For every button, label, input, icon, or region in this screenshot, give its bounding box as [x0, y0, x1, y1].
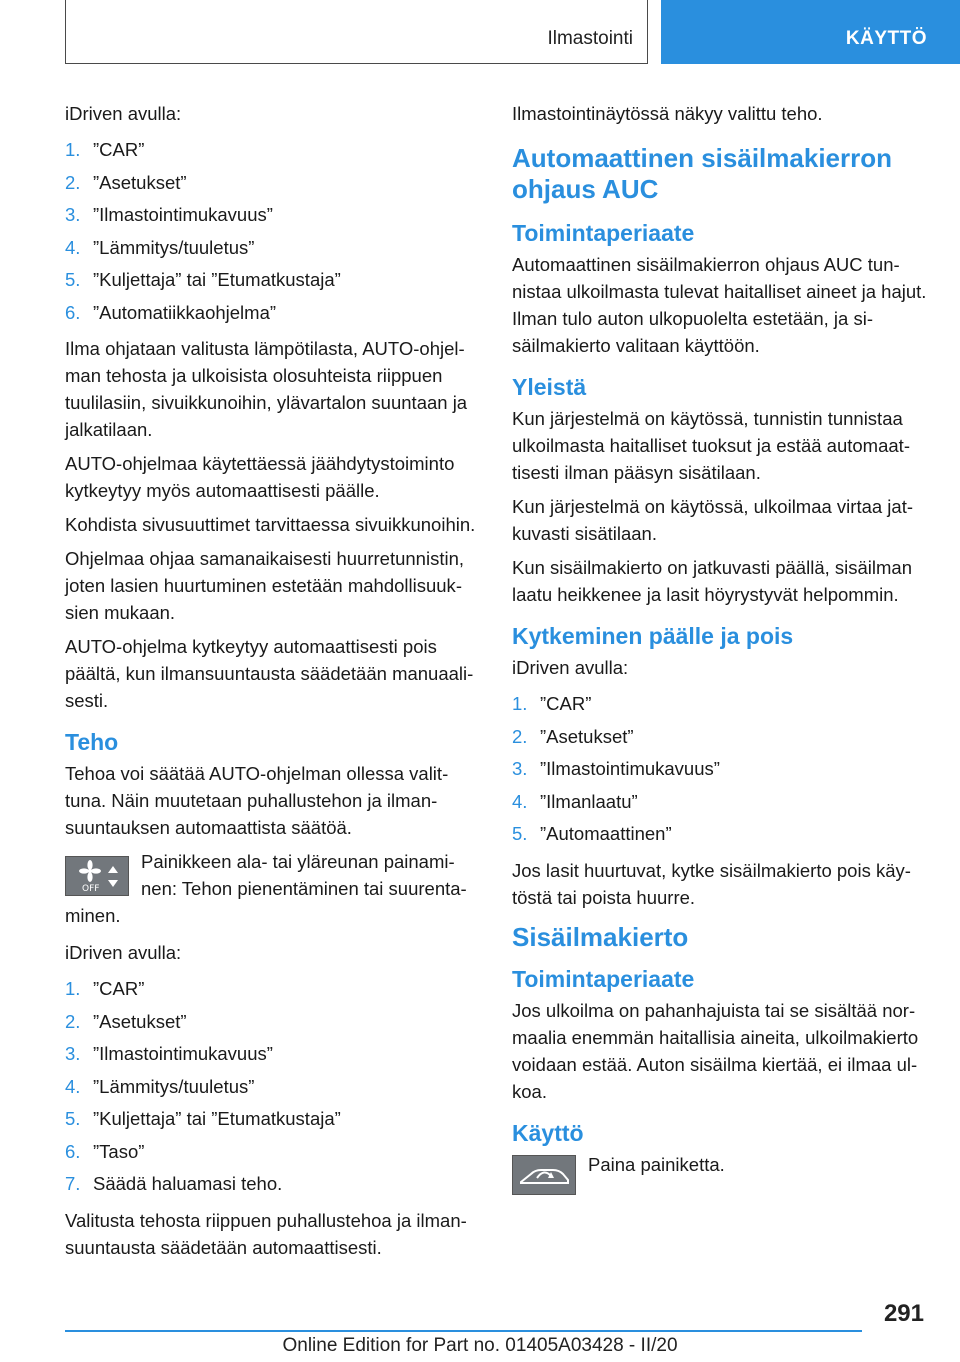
- heading-teho: Teho: [65, 729, 119, 755]
- paragraph: Automaattinen sisäilmakierron ohjaus AUC tunnistaa ulkoilmasta tulevat haitalliset aineet ja hajut. Ilman tulo auton ulkopuolelta estetään, ja sisäilmakierto valitaan käyttöön.: [512, 254, 927, 356]
- heading-kaytto: Käyttö: [512, 1119, 584, 1146]
- heading-auc: Automaattinen sisäilmakierron ohjaus AUC: [512, 143, 892, 204]
- paragraph: AUTO-ohjelmaa käytettäessä jäähdytystoiminto kytkeytyy myös automaattisesti päälle.: [65, 453, 455, 501]
- steps-list-1: [65, 134, 480, 329]
- list-item: 1. ”CAR”: [65, 139, 145, 160]
- intro-text: iDriven avulla:: [65, 103, 182, 124]
- list-item: 4. ”Ilmanlaatu”: [512, 790, 638, 812]
- list-item: 4. ”Lämmitys/tuuletus”: [65, 1075, 255, 1097]
- header-chapter: KÄYTTÖ: [845, 28, 927, 49]
- list-item: 3. ”Ilmastointimukavuus”: [512, 758, 720, 779]
- paragraph: Tehoa voi säätää AUTO-ohjelman ollessa valittuna. Näin muutetaan puhallustehon ja ilmansuuntauksen automaattista säätöä.: [65, 763, 449, 838]
- list-item: 5. ”Kuljettaja” tai ”Etumatkustaja”: [65, 1108, 341, 1129]
- recirculation-button-icon: [512, 1155, 576, 1195]
- steps-list-3: [512, 688, 927, 851]
- list-item: 3. ”Ilmastointimukavuus”: [65, 1043, 273, 1064]
- list-item: 5. ”Automaattinen”: [512, 823, 672, 844]
- list-item: 2. ”Asetukset”: [65, 1010, 187, 1032]
- paragraph: Paina painiketta.: [588, 1153, 725, 1175]
- heading-yleista: Yleistä: [512, 374, 587, 400]
- list-item: 4. ”Lämmitys/tuuletus”: [65, 236, 255, 258]
- intro-text-2: iDriven avulla:: [65, 942, 182, 963]
- header-section: Ilmastointi: [547, 28, 633, 49]
- heading-toimintaperiaate: Toimintaperiaate: [512, 220, 695, 246]
- paragraph: Kun järjestelmä on käytössä, ulkoilmaa virtaa jatkuvasti sisätilaan.: [512, 496, 914, 544]
- heading-toimintaperiaate-2: Toimintaperiaate: [512, 965, 695, 992]
- paragraph: Ohjelmaa ohjaa samanaikaisesti huurretunnistin, joten lasien huurtuminen estetään mahdollisuuksien mukaan.: [65, 548, 464, 623]
- fan-button-icon: [65, 856, 129, 896]
- paragraph: Kohdista sivusuuttimet tarvittaessa sivuikkunoihin.: [65, 514, 476, 535]
- paragraph: AUTO-ohjelma kytkeytyy automaattisesti pois päältä, kun ilmansuuntausta säädetään manuaalisesti.: [65, 636, 474, 711]
- page-number: 291: [883, 1300, 924, 1327]
- list-item: 1. ”CAR”: [512, 693, 592, 714]
- left-column: [65, 100, 480, 1268]
- list-item: 1. ”CAR”: [65, 978, 145, 999]
- right-column: [512, 100, 927, 1205]
- paragraph: Jos lasit huurtuvat, kytke sisäilmakierto pois käytöstä tai poista huurre.: [512, 859, 911, 908]
- list-item: 6. ”Taso”: [65, 1140, 145, 1162]
- footer-edition: Online Edition for Part no. 01405A03428 - II/20: [282, 1335, 678, 1356]
- list-item: 5. ”Kuljettaja” tai ”Etumatkustaja”: [65, 269, 341, 290]
- paragraph: Kun järjestelmä on käytössä, tunnistin tunnistaa ulkoilmasta haitalliset tuoksut ja estää automaattisesti ilman pääsyn sisätilaan.: [512, 408, 910, 483]
- list-item: 2. ”Asetukset”: [512, 725, 634, 747]
- recirculation-button-paragraph: [512, 1151, 927, 1205]
- paragraph: Valitusta tehosta riippuen puhallustehoa ja ilmansuuntausta säädetään automaattisesti.: [65, 1209, 467, 1258]
- list-item: 6. ”Automatiikkaohjelma”: [65, 301, 277, 323]
- paragraph: Painikkeen ala- tai yläreunan painaminen: Tehon pienentäminen tai suurentaminen.: [65, 851, 467, 926]
- header-section-box: [65, 0, 648, 64]
- intro-text: iDriven avulla:: [512, 657, 629, 678]
- paragraph: Kun sisäilmakierto on jatkuvasti päällä, sisäilman laatu heikkenee ja lasit höyrystyvät helpommin.: [512, 557, 912, 605]
- header-chapter-tab: [661, 0, 960, 64]
- footer-divider: [65, 1330, 862, 1332]
- paragraph: Jos ulkoilma on pahanhajuista tai se sisältää normaalia enemmän haitallisia aineita, ulkoilmakierto voidaan estää. Auton sisäilma kiertää, ei ilmaa ulkoa.: [512, 999, 919, 1102]
- list-item: 3. ”Ilmastointimukavuus”: [65, 204, 273, 225]
- fan-button-paragraph: [65, 848, 480, 929]
- paragraph: Ilma ohjataan valitusta lämpötilasta, AUTO-ohjelman tehosta ja ulkoisista olosuhteista riippuen tuulilasiin, sivuikkunoihin, ylävartalon suuntaan ja jalkatilaan.: [65, 338, 468, 440]
- heading-sisailmakierto: Sisäilmakierto: [512, 921, 689, 952]
- list-item: 7. Säädä haluamasi teho.: [65, 1173, 283, 1194]
- heading-kytkeminen: Kytkeminen päälle ja pois: [512, 623, 794, 649]
- paragraph: Ilmastointinäytössä näkyy valittu teho.: [512, 103, 823, 124]
- svg-text:OFF: OFF: [82, 884, 100, 894]
- list-item: 2. ”Asetukset”: [65, 171, 187, 193]
- steps-list-2: [65, 973, 480, 1201]
